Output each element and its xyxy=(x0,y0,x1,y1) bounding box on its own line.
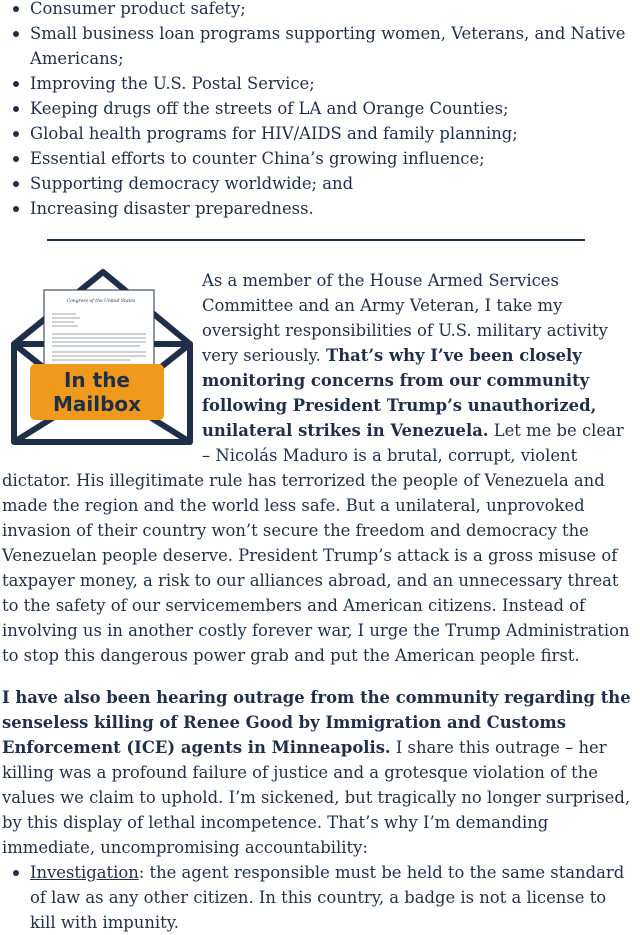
letter-header: Congress of the United States xyxy=(66,298,136,304)
mailbox-label-line2: Mailbox xyxy=(52,391,142,416)
list-item: Improving the U.S. Postal Service; xyxy=(10,71,632,96)
ice-body: I share this outrage – her killing was a profound failure of justice and a grotesque violation of the values we claim to uphold. I’m sickened, but tragically no longer surprised, by this display of lethal incompetence. That’s why I’m demanding immediate, uncompromising accountability: xyxy=(2,737,631,857)
ice-bold: I have also been hearing outrage from the community regarding the senseless killing of Renee Good by Immigration and Customs Enforcement (ICE) agents in Minneapolis. xyxy=(2,687,631,757)
item-term: Investigation xyxy=(30,862,139,882)
list-item: Increasing disaster preparedness. xyxy=(10,196,632,221)
list-item: Supporting democracy worldwide; and xyxy=(10,171,632,196)
ice-paragraph xyxy=(0,685,636,860)
venezuela-body: Let me be clear – Nicolás Maduro is a brutal, corrupt, violent dictator. His illegitimate rule has terrorized the people of Venezuela and made the region and the world less safe. But a unilateral, unprovoked invasion of their country won’t secure the freedom and democracy the Venezuelan people deserve. President Trump’s attack is a gross misuse of taxpayer money, a risk to our alliances abroad, and an unnecessary threat to the safety of our servicemembers and American citizens. Instead of involving us in another costly forever war, I urge the Trump Administration to stop this dangerous power grab and put the American people first. xyxy=(2,420,630,665)
list-item: Essential efforts to counter China’s growing influence; xyxy=(10,146,632,171)
venezuela-bold: That’s why I’ve been closely monitoring concerns from our community following President Trump’s unauthorized, unilateral strikes in Venezuela. xyxy=(202,345,597,440)
in-the-mailbox-graphic xyxy=(0,264,196,454)
mailbox-badge xyxy=(30,364,164,420)
envelope-icon xyxy=(0,264,196,454)
section-divider xyxy=(47,239,585,241)
list-item: Small business loan programs supporting women, Veterans, and Native Americans; xyxy=(10,21,632,71)
list-item: Keeping drugs off the streets of LA and Orange Counties; xyxy=(10,96,632,121)
venezuela-section xyxy=(0,268,640,935)
list-item xyxy=(10,860,628,935)
funding-list xyxy=(0,0,640,221)
mailbox-label-line1: In the xyxy=(63,367,130,392)
item-text: : the agent responsible must be held to the same standard of law as any other citizen. In this country, a badge is not a license to kill with impunity. xyxy=(30,862,625,932)
accountability-list xyxy=(0,860,636,935)
list-item: Global health programs for HIV/AIDS and family planning; xyxy=(10,121,632,146)
list-item: Consumer product safety; xyxy=(10,0,632,21)
venezuela-intro: As a member of the House Armed Services Committee and an Army Veteran, I take my oversight responsibilities of U.S. military activity very seriously. xyxy=(202,270,608,365)
